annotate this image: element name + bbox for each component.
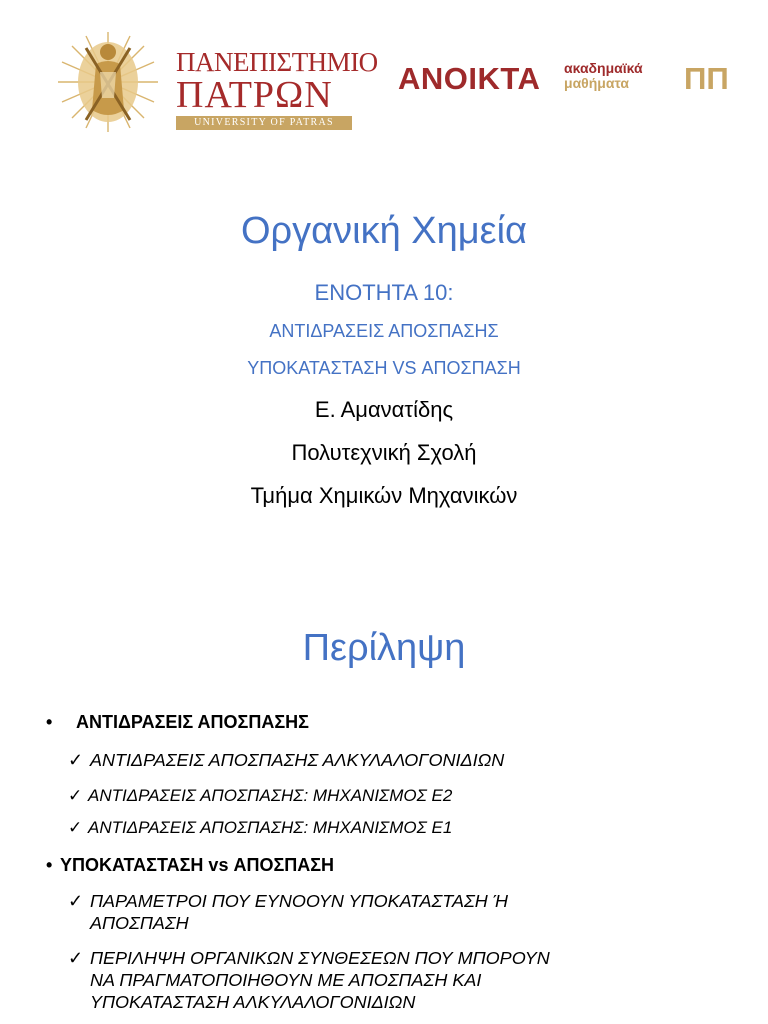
open-courses-mark: ΠΠ (684, 61, 729, 96)
author-name: Ε. Αμανατίδης (314, 397, 454, 422)
bullet-icon: • (46, 855, 53, 875)
summary-item-text: ΑΝΤΙΔΡΑΣΕΙΣ ΑΠΟΣΠΑΣΗΣ: ΜΗΧΑΝΙΣΜΟΣ Ε1 (88, 818, 453, 837)
school-name: Πολυτεχνική Σχολή (291, 440, 477, 465)
checkmark-icon: ✓ (68, 818, 83, 837)
summary-item (68, 947, 550, 1013)
open-courses-sub1: ακαδημαϊκά (564, 60, 643, 76)
summary-item (68, 749, 504, 771)
university-seal-icon (52, 28, 164, 136)
section-heading-text: ΥΠΟΚΑΤΑΣΤΑΣΗ vs ΑΠΟΣΠΑΣΗ (60, 855, 335, 875)
summary-item-text-line: ΠΕΡΙΛΗΨΗ ΟΡΓΑΝΙΚΩΝ ΣΥΝΘΕΣΕΩΝ ΠΟΥ ΜΠΟΡΟΥΝ (90, 948, 550, 968)
checkmark-icon: ✓ (68, 891, 84, 911)
checkmark-icon: ✓ (68, 948, 84, 968)
summary-item-text: ΑΝΤΙΔΡΑΣΕΙΣ ΑΠΟΣΠΑΣΗΣ ΑΛΚΥΛΑΛΟΓΟΝΙΔΙΩΝ (90, 750, 505, 770)
summary-item (68, 785, 452, 807)
open-courses-logo (398, 60, 742, 100)
open-courses-subtitle (564, 61, 643, 91)
university-logo (52, 28, 378, 136)
summary-item-text-line: ΝΑ ΠΡΑΓΜΑΤΟΠΟΙΗΘΟΥΝ ΜΕ ΑΠΟΣΠΑΣΗ ΚΑΙ (90, 970, 482, 990)
checkmark-icon: ✓ (68, 786, 83, 805)
summary-item-text: ΑΝΤΙΔΡΑΣΕΙΣ ΑΠΟΣΠΑΣΗΣ: ΜΗΧΑΝΙΣΜΟΣ Ε2 (88, 786, 453, 805)
course-title: Οργανική Χημεία (240, 210, 527, 252)
summary-item (68, 817, 452, 839)
summary-title: Περίληψη (302, 627, 466, 669)
checkmark-icon: ✓ (68, 750, 84, 770)
university-name-line2: ΠΑΤΡΩΝ (176, 74, 333, 116)
university-wordmark (176, 47, 378, 130)
summary-section-heading (46, 710, 309, 734)
unit-title: ΕΝΟΤΗΤΑ 10: (314, 280, 454, 305)
university-name-line1: ΠΑΝΕΠΙΣΤΗΜΙΟ (176, 47, 378, 77)
university-band: UNIVERSITY OF PATRAS (176, 116, 352, 130)
open-courses-sub2: μαθήματα (564, 75, 629, 91)
unit-subtitle-2: ΥΠΟΚΑΤΑΣΤΑΣΗ VS ΑΠΟΣΠΑΣΗ (247, 358, 521, 378)
open-courses-main: ΑΝΟΙΚΤΑ (398, 61, 541, 96)
summary-section-heading (46, 853, 334, 877)
summary-item-text-line: ΑΠΟΣΠΑΣΗ (90, 913, 189, 933)
bullet-icon: • (46, 712, 53, 732)
summary-item-text-line: ΠΑΡΑΜΕΤΡΟΙ ΠΟΥ ΕΥΝΟΟΥΝ ΥΠΟΚΑΤΑΣΤΑΣΗ Ή (90, 891, 508, 911)
unit-subtitle-1: ΑΝΤΙΔΡΑΣΕΙΣ ΑΠΟΣΠΑΣΗΣ (269, 321, 499, 341)
department-name: Τμήμα Χημικών Μηχανικών (250, 483, 518, 508)
summary-item-text-line: ΥΠΟΚΑΤΑΣΤΑΣΗ ΑΛΚΥΛΑΛΟΓΟΝΙΔΙΩΝ (90, 992, 416, 1012)
section-heading-text: ΑΝΤΙΔΡΑΣΕΙΣ ΑΠΟΣΠΑΣΗΣ (76, 712, 309, 732)
summary-item (68, 890, 508, 934)
